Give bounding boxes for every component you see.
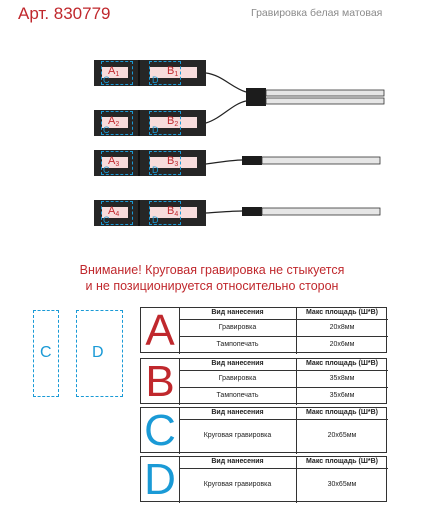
spec-table-a <box>140 307 387 353</box>
product-item <box>94 200 206 226</box>
table-header-method: Вид нанесения <box>211 458 264 465</box>
zone-a-label: $A_3$ <box>108 155 120 168</box>
zone-d-label: D <box>152 75 159 85</box>
table-cell-size: 30x65мм <box>327 481 357 488</box>
table-cell-size: 20x8мм <box>329 324 355 331</box>
zone-c-label: C <box>103 165 110 175</box>
item-divider <box>138 200 140 226</box>
zone-c-label: C <box>103 125 110 135</box>
table-header-area: Макс площадь (Ш*В) <box>306 409 378 416</box>
spec-table-c <box>140 407 387 453</box>
zone-a-label: $A_2$ <box>108 115 120 128</box>
warning-text <box>0 262 424 294</box>
table-header-area: Макс площадь (Ш*В) <box>306 360 378 367</box>
spec-table-d <box>140 456 387 502</box>
table-cell-method: Тампопечать <box>216 341 259 348</box>
zone-b-label: $B_2$ <box>167 115 179 128</box>
table-header-method: Вид нанесения <box>211 309 264 316</box>
zone-d-label: D <box>152 125 159 135</box>
item-divider <box>138 150 140 176</box>
table-cell-method: Круговая гравировка <box>203 432 272 439</box>
article-number: Арт. 830779 <box>18 4 111 23</box>
table-header-method: Вид нанесения <box>211 360 264 367</box>
table-cell-method: Гравировка <box>218 375 257 382</box>
warning-line-2: и не позиционируется относительно сторон <box>85 279 339 293</box>
product-item <box>94 150 206 176</box>
zone-a-label: $A_4$ <box>108 205 120 218</box>
table-cell-size: 20x6мм <box>329 341 355 348</box>
item-divider <box>138 60 140 86</box>
table-cell-method: Круговая гравировка <box>203 481 272 488</box>
engraving-note: Гравировка белая матовая <box>251 7 383 19</box>
warning-line-1: Внимание! Круговая гравировка не стыкуется <box>79 263 345 277</box>
side-d-label: D <box>92 344 104 361</box>
table-letter-c: C <box>144 406 176 455</box>
table-cell-method: Тампопечать <box>216 392 259 399</box>
spec-table-b <box>140 358 387 404</box>
zone-c-label: C <box>103 75 110 85</box>
side-c-label: C <box>40 344 52 361</box>
product-item <box>94 110 206 136</box>
zone-d-label: D <box>152 165 159 175</box>
product-item <box>94 60 206 86</box>
zone-d-label: D <box>152 215 159 225</box>
strap-drawing <box>0 0 424 250</box>
item-divider <box>138 110 140 136</box>
table-cell-size: 35x6мм <box>329 392 355 399</box>
table-header-method: Вид нанесения <box>211 409 264 416</box>
zone-b-label: $B_3$ <box>167 155 179 168</box>
table-letter-d: D <box>144 455 176 504</box>
table-header-area: Макс площадь (Ш*В) <box>306 309 378 316</box>
table-cell-method: Гравировка <box>218 324 257 331</box>
zone-b-label: $B_4$ <box>167 205 179 218</box>
zone-a-label: $A_1$ <box>108 65 120 78</box>
zone-c-label: C <box>103 215 110 225</box>
table-header-area: Макс площадь (Ш*В) <box>306 458 378 465</box>
table-letter-a: A <box>145 306 175 355</box>
zone-b-label: $B_1$ <box>167 65 179 78</box>
table-cell-size: 20x65мм <box>327 432 357 439</box>
table-cell-size: 35x8мм <box>329 375 355 382</box>
table-letter-b: B <box>145 357 175 406</box>
